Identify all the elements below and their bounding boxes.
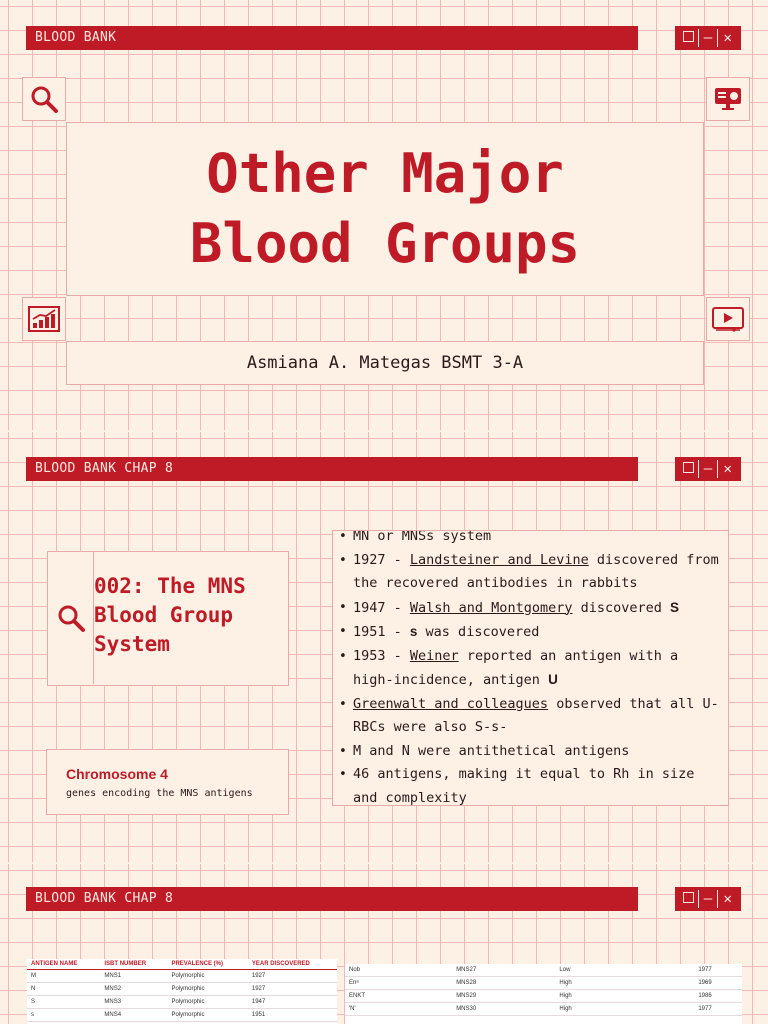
- video-icon-box: [706, 297, 750, 341]
- slide-mns: [0, 432, 768, 862]
- history-list: [333, 530, 725, 806]
- author-panel: [66, 341, 704, 385]
- title-panel: [66, 122, 704, 296]
- table-header-row: [27, 959, 337, 970]
- window-titlebar: [26, 457, 638, 481]
- chart-icon-box: [22, 297, 66, 341]
- slide-antigen-table: [0, 864, 768, 1024]
- table-row: S MNS3 Polymorphic 1947: [27, 996, 337, 1009]
- window-titlebar: [26, 26, 638, 50]
- bullets-panel: [332, 530, 729, 806]
- table-header: YEAR DISCOVERED: [248, 959, 337, 970]
- slide-title-line2: Blood Groups: [189, 212, 581, 275]
- minimize-button[interactable]: –: [703, 30, 713, 46]
- minimize-button[interactable]: –: [703, 891, 713, 907]
- search-icon: [29, 84, 59, 114]
- maximize-icon: [683, 31, 694, 42]
- video-icon: [712, 306, 744, 332]
- list-item: • 1947 - Walsh and Montgomery discovered S: [333, 596, 725, 621]
- table-row: Nob MNS27 Low 1977: [345, 964, 742, 977]
- slide-title: [0, 0, 768, 430]
- window-controls: [675, 887, 741, 911]
- list-item: • Greenwalt and colleagues observed that all U- RBCs were also S-s-: [333, 693, 725, 740]
- chart-icon: [28, 306, 60, 332]
- search-icon-box: [22, 77, 66, 121]
- close-button[interactable]: ✕: [723, 891, 732, 907]
- presentation-icon: [713, 86, 743, 112]
- name-link: Landsteiner and Levine: [409, 551, 589, 568]
- maximize-button[interactable]: [679, 26, 697, 50]
- chromosome-subtitle: genes encoding the MNS antigens: [66, 788, 253, 799]
- table-header: ISBT NUMBER: [100, 959, 167, 970]
- search-icon-box: [48, 552, 94, 684]
- chromosome-panel: [46, 749, 289, 815]
- name-link: Greenwalt and colleagues: [353, 695, 549, 712]
- name-link: Walsh and Montgomery: [409, 599, 573, 616]
- author-line: Asmiana A. Mategas BSMT 3-A: [246, 353, 524, 373]
- name-link: Weiner: [409, 647, 459, 664]
- section-title: 002: The MNS Blood Group System: [94, 574, 246, 656]
- table-row: N MNS2 Polymorphic 1927: [27, 983, 337, 996]
- close-button[interactable]: ✕: [723, 30, 732, 46]
- table-row: ENKT MNS29 High 1986: [345, 990, 742, 1003]
- table-row: Enᵃ MNS28 High 1969: [345, 977, 742, 990]
- window-title: BLOOD BANK CHAP 8: [35, 461, 174, 476]
- close-button[interactable]: ✕: [723, 461, 732, 477]
- maximize-icon: [683, 892, 694, 903]
- maximize-button[interactable]: [679, 887, 697, 911]
- list-item: • M and N were antithetical antigens: [333, 740, 725, 764]
- chromosome-title: Chromosome 4: [66, 766, 168, 782]
- search-icon: [56, 603, 86, 633]
- slide-title-line1: Other Major: [206, 142, 564, 205]
- list-item: • MN or MNSs system: [333, 530, 725, 549]
- section-title-panel: [47, 551, 289, 686]
- table-header: PREVALENCE (%): [167, 959, 247, 970]
- window-titlebar: [26, 887, 638, 911]
- table-header: ANTIGEN NAME: [27, 959, 100, 970]
- table-row: s MNS4 Polymorphic 1951: [27, 1009, 337, 1022]
- minimize-button[interactable]: –: [703, 461, 713, 477]
- list-item: • 46 antigens, making it equal to Rh in size and complexity: [333, 763, 725, 806]
- window-controls: [675, 26, 741, 50]
- window-title: BLOOD BANK CHAP 8: [35, 891, 174, 906]
- antigen-table-right: [345, 964, 742, 1024]
- maximize-icon: [683, 462, 694, 473]
- table-row: M MNS1 Polymorphic 1927: [27, 970, 337, 983]
- table-row: 'N' MNS30 High 1977: [345, 1003, 742, 1016]
- window-title: BLOOD BANK: [35, 30, 117, 45]
- list-item: • 1953 - Weiner reported an antigen with a high-incidence, antigen U: [333, 645, 725, 693]
- presentation-icon-box: [706, 77, 750, 121]
- list-item: • 1927 - Landsteiner and Levine discovered from the recovered antibodies in rabbits: [333, 549, 725, 596]
- antigen-table-left: [27, 959, 337, 1024]
- window-controls: [675, 457, 741, 481]
- maximize-button[interactable]: [679, 457, 697, 481]
- list-item: • 1951 - s was discovered: [333, 620, 725, 645]
